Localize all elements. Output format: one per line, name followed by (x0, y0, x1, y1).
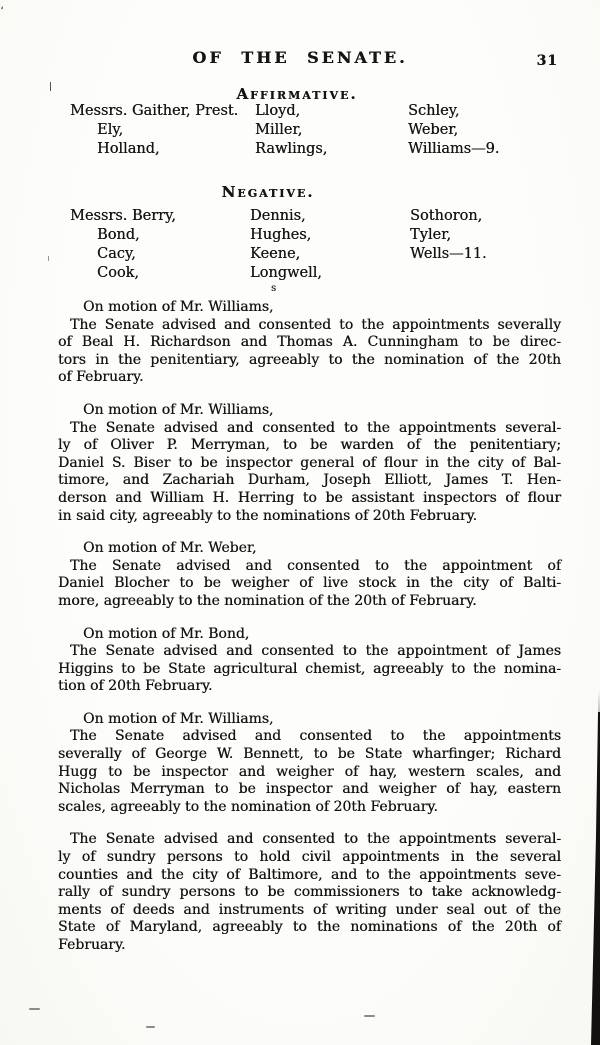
text-line: Hugg to be inspector and weigher of hay, western scales, and (58, 763, 561, 780)
senator-name: Longwell, (250, 265, 322, 281)
text-line: in said city, agreeably to the nominations of 20th February. (58, 507, 478, 524)
text-line: ments of deeds and instruments of writing under seal out of the (58, 901, 561, 918)
motion-intro: On motion of Mr. Weber, (83, 540, 257, 557)
text-line: more, agreeably to the nomination of the 20th of February. (58, 592, 477, 609)
text-line: Daniel Blocher to be weigher of live stock in the city of Balti- (58, 575, 561, 592)
senator-name: Bond, (97, 227, 140, 243)
scan-artifact-tick (48, 256, 49, 261)
text-line: The Senate advised and consented to the appointment of James (70, 643, 561, 660)
text-line: The Senate advised and consented to the appointments (70, 728, 561, 745)
senator-name: Schley, (408, 103, 460, 119)
text-line: Nicholas Merryman to be inspector and weigher of hay, eastern (58, 781, 561, 798)
scan-artifact-dash (29, 1008, 40, 1010)
text-line: severally of George W. Bennett, to be State wharfinger; Richard (58, 746, 561, 763)
affirmative-heading: Affirmative. (236, 85, 358, 103)
affirmative-column-2 (255, 102, 327, 159)
senator-name: Holland, (97, 141, 160, 157)
motion-paragraph (58, 711, 561, 817)
senator-name: Lloyd, (255, 103, 301, 119)
text-line: February. (58, 937, 126, 953)
senator-name: Messrs. Gaither, Prest. (70, 103, 239, 119)
scan-artifact-stray-letter: s (271, 283, 277, 294)
senator-name: Wells—11. (410, 246, 487, 262)
motion-paragraph (58, 626, 561, 696)
motion-paragraph (58, 402, 561, 525)
scan-artifact-dash (146, 1026, 155, 1028)
motion-paragraphs (58, 299, 561, 970)
senator-name: Tyler, (410, 227, 452, 243)
text-line: Higgins to be State agricultural chemist, agreeably to the nomina- (58, 660, 561, 677)
scan-artifact-corner-mark: ‘ (0, 5, 6, 18)
text-line: The Senate advised and consented to the appointments severally (70, 316, 561, 333)
text-line: The Senate advised and consented to the appointment of (70, 557, 561, 574)
text-line: scales, agreeably to the nomination of 20th February. (58, 798, 438, 815)
affirmative-column-1 (70, 102, 238, 159)
motion-intro: On motion of Mr. Williams, (83, 299, 274, 315)
affirmative-column-3 (408, 102, 499, 159)
motion-intro: On motion of Mr. Williams, (83, 401, 274, 418)
page-number: 31 (536, 53, 558, 69)
senator-name: Hughes, (250, 227, 312, 243)
senator-name: Weber, (408, 122, 459, 138)
senator-name: Miller, (255, 122, 303, 138)
senator-name: Sothoron, (410, 208, 483, 224)
text-line: counties and the city of Baltimore, and to the appointments seve- (58, 866, 561, 883)
senator-name: Ely, (97, 122, 124, 138)
text-line: of February. (58, 369, 144, 386)
text-line: tors in the penitentiary, agreeably to the nomination of the 20th (58, 351, 561, 368)
text-line: ly of Oliver P. Merryman, to be warden of the penitentiary; (58, 437, 561, 454)
running-head (0, 48, 600, 67)
motion-paragraph (58, 299, 561, 387)
senator-name: Cacy, (97, 246, 136, 262)
negative-column-3 (410, 207, 487, 264)
senator-name: Keene, (250, 246, 301, 262)
negative-column-2 (250, 207, 322, 283)
negative-heading: Negative. (221, 183, 315, 201)
text-line: The Senate advised and consented to the appointments several- (70, 419, 561, 436)
text-line: ly of sundry persons to hold civil appointments in the several (58, 849, 561, 866)
text-line: tion of 20th February. (58, 678, 213, 695)
senator-name: Cook, (97, 265, 139, 281)
text-line: of Beal H. Richardson and Thomas A. Cunningham to be direc- (58, 334, 561, 351)
senator-name: Messrs. Berry, (70, 208, 176, 224)
motion-intro: On motion of Mr. Williams, (83, 710, 274, 727)
text-line: timore, and Zachariah Durham, Joseph Elliott, James T. Hen- (58, 472, 561, 489)
senator-name: Rawlings, (255, 141, 328, 157)
text-line: derson and William H. Herring to be assistant inspectors of flour (58, 489, 561, 506)
scan-edge-black-strip (591, 712, 600, 1045)
motion-intro: On motion of Mr. Bond, (83, 625, 250, 642)
text-line: State of Maryland, agreeably to the nominations of the 20th of (58, 919, 561, 936)
page-title: OF THE SENATE. (192, 48, 408, 67)
text-line: Daniel S. Biser to be inspector general of flour in the city of Bal- (58, 454, 561, 471)
text-line: The Senate advised and consented to the appointments several- (70, 831, 561, 848)
scan-artifact-dash (364, 1015, 375, 1017)
text-line: rally of sundry persons to be commissioners to take acknowledg- (58, 884, 561, 901)
scan-artifact-tick (50, 82, 51, 91)
motion-paragraph (58, 540, 561, 610)
senator-name: Williams—9. (408, 141, 500, 157)
senator-name: Dennis, (250, 208, 306, 224)
negative-column-1 (70, 207, 176, 283)
closing-paragraph (58, 831, 561, 954)
